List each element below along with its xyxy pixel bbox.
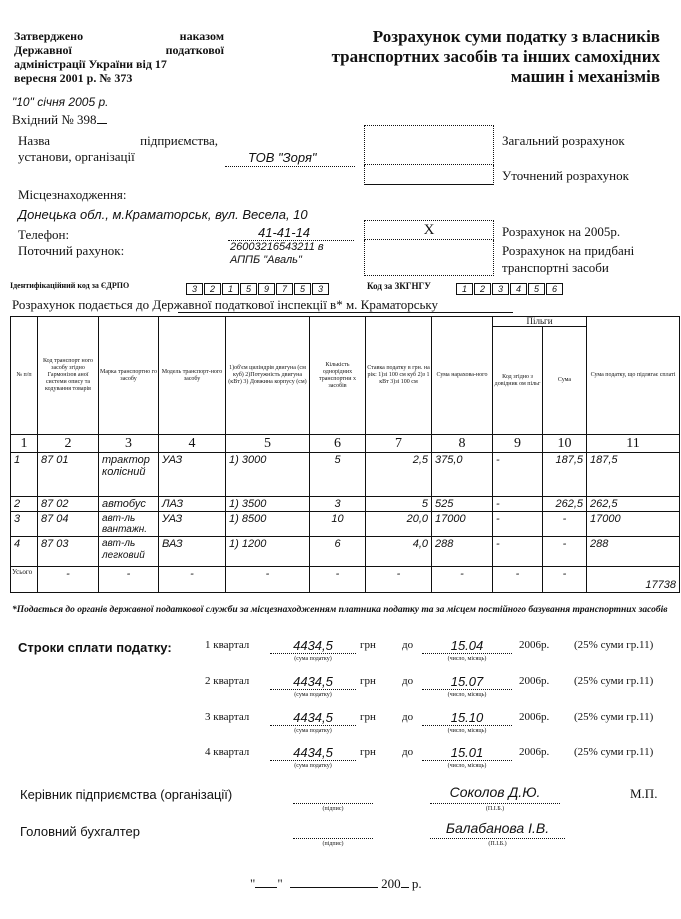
col-number: 6 (310, 435, 366, 453)
col-number: 11 (587, 435, 680, 453)
zkgnu-digit: 4 (510, 283, 527, 295)
cell-num: 4 (11, 537, 38, 567)
uah-label: грн (360, 711, 376, 723)
table-header-row-top (11, 317, 680, 327)
sum-caption: (сума податку) (294, 656, 332, 662)
total-dash: - (99, 567, 159, 593)
cell-param: 1) 3500 (226, 497, 310, 512)
cell-to-pay: 262,5 (587, 497, 680, 512)
uah-label: грн (360, 746, 376, 758)
cell-qty: 10 (310, 512, 366, 537)
year-label: 2006р. (519, 675, 550, 687)
year-label: 2006р. (519, 746, 550, 758)
cell-accrued: 525 (432, 497, 493, 512)
zkgnu-digit: 5 (528, 283, 545, 295)
quarter-date: 15.07 (422, 674, 512, 690)
header-benefit-code: Код згідно з довідник ом пільг (493, 327, 543, 435)
cell-brand: авт-ль вантажн. (99, 512, 159, 537)
quarter-sum: 4434,5 (270, 638, 356, 654)
col-number: 8 (432, 435, 493, 453)
sum-caption: (сума податку) (294, 728, 332, 734)
total-dash: - (366, 567, 432, 593)
year-calc-box[interactable] (364, 220, 494, 240)
header-rate: Ставка податку в грн. на рік: 1)зі 100 см куб 2)з 1 кВт 3)зі 100 см (366, 317, 432, 435)
schedule-row-q2 (0, 675, 681, 701)
head-name: Соколов Д.Ю. (449, 784, 541, 800)
cell-brand: трактор колісний (99, 453, 159, 497)
head-label: Керівник підприємства (організації) (20, 787, 233, 802)
phone-value: 41-41-14 (258, 225, 311, 240)
cell-benefit-code: - (493, 453, 543, 497)
cell-model: УАЗ (159, 453, 226, 497)
col-number: 5 (226, 435, 310, 453)
cell-model: ВАЗ (159, 537, 226, 567)
cell-benefit-code: - (493, 497, 543, 512)
date-caption: (число, місяць) (447, 728, 487, 734)
col-number: 7 (366, 435, 432, 453)
total-dash: - (543, 567, 587, 593)
table-row (11, 453, 680, 497)
uah-label: грн (360, 675, 376, 687)
cell-qty: 3 (310, 497, 366, 512)
accountant-name-caption: (П.І.Б.) (488, 841, 507, 847)
total-label: Усього (11, 567, 38, 593)
cell-num: 2 (11, 497, 38, 512)
footnote: *Подається до органів державної податкової служби за місцезнаходженням платника податку та за місцем постійного базування транспортних засобів (12, 605, 668, 615)
date-caption: (число, місяць) (447, 692, 487, 698)
quarter-sum: 4434,5 (270, 710, 356, 726)
edrpou-digit: 3 (312, 283, 329, 295)
edrpou-digit: 7 (276, 283, 293, 295)
sum-caption: (сума податку) (294, 692, 332, 698)
table-row (11, 497, 680, 512)
zkgnu-digit: 1 (456, 283, 473, 295)
general-calc-box[interactable] (364, 125, 494, 165)
total-dash: - (159, 567, 226, 593)
org-name-underline (225, 166, 355, 167)
cell-benefit-sum: 262,5 (543, 497, 587, 512)
edrpou-digit: 3 (186, 283, 203, 295)
schedule-row-q3 (0, 711, 681, 737)
total-dash: - (310, 567, 366, 593)
header-num: № п/п (11, 317, 38, 435)
col-number: 9 (493, 435, 543, 453)
cell-rate: 2,5 (366, 453, 432, 497)
date-caption: (число, місяць) (447, 763, 487, 769)
cell-code: 87 02 (38, 497, 99, 512)
cell-accrued: 288 (432, 537, 493, 567)
total-dash: - (38, 567, 99, 593)
cell-model: ЛАЗ (159, 497, 226, 512)
accountant-sign-caption: (підпис) (322, 841, 344, 847)
header-code: Код транспорт ного засобу згідно Гармонізов аної системи опису та кодування товарів (38, 317, 99, 435)
cell-param: 1) 3000 (226, 453, 310, 497)
cell-accrued: 375,0 (432, 453, 493, 497)
cell-brand: авт-ль легковий (99, 537, 159, 567)
share-label: (25% суми гр.11) (574, 675, 654, 687)
approval-block (14, 29, 224, 85)
cell-benefit-sum: - (543, 512, 587, 537)
year-calc-label: Розрахунок на 2005р. (502, 224, 621, 239)
zkgnu-label: Код за ЗКГНГУ (367, 281, 431, 291)
head-sign-caption: (підпис) (322, 806, 344, 812)
table-row (11, 512, 680, 537)
to-label: до (402, 711, 414, 723)
cell-qty: 5 (310, 453, 366, 497)
incoming-number: Вхідний № 398 (12, 112, 107, 128)
share-label: (25% суми гр.11) (574, 639, 654, 651)
cell-code: 87 03 (38, 537, 99, 567)
total-to-pay: 17738 (587, 567, 680, 593)
col-number: 4 (159, 435, 226, 453)
cell-param: 1) 1200 (226, 537, 310, 567)
date-caption: (число, місяць) (447, 656, 487, 662)
edrpou-code (186, 279, 330, 297)
cell-rate: 5 (366, 497, 432, 512)
accountant-name: Балабанова І.В. (445, 820, 550, 836)
cell-code: 87 01 (38, 453, 99, 497)
total-dash: - (432, 567, 493, 593)
header-accrued: Сума нарахова-ного (432, 317, 493, 435)
header-brand: Марка транспортно го засобу (99, 317, 159, 435)
uah-label: грн (360, 639, 376, 651)
cell-rate: 20,0 (366, 512, 432, 537)
quarter-label: 2 квартал (205, 675, 250, 687)
cell-to-pay: 17000 (587, 512, 680, 537)
header-param: 1)об'єм циліндрів двигуна (см куб) 2)Потужність двигуна (кВт) 3) Довжина корпусу (см) (226, 317, 310, 435)
acquired-calc-box[interactable] (364, 240, 494, 276)
quarter-date: 15.10 (422, 710, 512, 726)
cell-param: 1) 8500 (226, 512, 310, 537)
phone-label: Телефон: (18, 227, 70, 242)
cell-benefit-code: - (493, 537, 543, 567)
account-label: Поточний рахунок: (18, 243, 125, 258)
cell-to-pay: 288 (587, 537, 680, 567)
clarified-calc-label: Уточнений розрахунок (502, 168, 629, 183)
cell-code: 87 04 (38, 512, 99, 537)
sum-caption: (сума податку) (294, 763, 332, 769)
to-label: до (402, 746, 414, 758)
cell-qty: 6 (310, 537, 366, 567)
zkgnu-digit: 3 (492, 283, 509, 295)
table-total-row (11, 567, 680, 593)
edrpou-digit: 2 (204, 283, 221, 295)
org-name-value: ТОВ "Зоря" (248, 150, 317, 165)
share-label: (25% суми гр.11) (574, 746, 654, 758)
cell-benefit-code: - (493, 512, 543, 537)
to-label: до (402, 675, 414, 687)
header-benefits: Пільги (493, 317, 587, 327)
accountant-label: Головний бухгалтер (20, 824, 140, 839)
cell-num: 1 (11, 453, 38, 497)
year-calc-mark: X (423, 222, 435, 238)
schedule-row-q1 (0, 639, 681, 665)
header-qty: Кількість однорідних транспортни х засобів (310, 317, 366, 435)
cell-benefit-sum: 187,5 (543, 453, 587, 497)
year-label: 2006р. (519, 711, 550, 723)
col-number: 3 (99, 435, 159, 453)
schedule-row-q4 (0, 746, 681, 772)
year-label: 2006р. (519, 639, 550, 651)
to-label: до (402, 639, 414, 651)
title-line-1: Розрахунок суми податку з власників (372, 27, 660, 46)
edrpou-digit: 9 (258, 283, 275, 295)
zkgnu-code (456, 279, 564, 297)
approval-line-1: Затверджено наказом (14, 29, 224, 43)
col-number: 10 (543, 435, 587, 453)
acquired-calc-label: Розрахунок на придбані транспортні засоби (502, 243, 635, 275)
title-line-3: машин і механізмів (510, 67, 660, 86)
cell-accrued: 17000 (432, 512, 493, 537)
accountant-sign-line (293, 838, 373, 839)
title-line-2: транспортних засобів та інших самохідних (331, 47, 660, 66)
header-model: Модель транспорт-ного засобу (159, 317, 226, 435)
header-benefit-sum: Сума (543, 327, 587, 435)
org-name-label: Назва підприємства, установи, організації (18, 133, 218, 164)
cell-brand: автобус (99, 497, 159, 512)
general-calc-label: Загальний розрахунок (502, 133, 625, 148)
submitted-underline (178, 312, 513, 313)
submitted-line: Розрахунок подається до Державної податкової інспекції в* м. Краматорську (12, 297, 439, 312)
bottom-date: " " 200 р. (250, 876, 422, 891)
approval-line-2: Державної податкової (14, 43, 224, 57)
cell-num: 3 (11, 512, 38, 537)
vehicles-table (10, 316, 680, 593)
quarter-label: 1 квартал (205, 639, 250, 651)
col-number: 2 (38, 435, 99, 453)
stamp-label: М.П. (630, 786, 658, 801)
document-title (260, 27, 660, 87)
quarter-sum: 4434,5 (270, 674, 356, 690)
approval-line-3: адміністрації України від 17 (14, 57, 167, 71)
account-value: 26003216543211 в АППБ "Аваль" (230, 241, 324, 266)
clarified-calc-box[interactable] (364, 165, 494, 185)
cell-rate: 4,0 (366, 537, 432, 567)
total-dash: - (226, 567, 310, 593)
quarter-date: 15.04 (422, 638, 512, 654)
location-value: Донецька обл., м.Краматорськ, вул. Весела, 10 (18, 207, 308, 222)
quarter-sum: 4434,5 (270, 745, 356, 761)
cell-model: УАЗ (159, 512, 226, 537)
share-label: (25% суми гр.11) (574, 711, 654, 723)
head-name-caption: (П.І.Б.) (485, 806, 505, 812)
edrpou-digit: 5 (294, 283, 311, 295)
cell-benefit-sum: - (543, 537, 587, 567)
table-column-numbers (11, 435, 680, 453)
approval-line-4: вересня 2001 р. № 373 (14, 71, 133, 85)
col-number: 1 (11, 435, 38, 453)
cell-to-pay: 187,5 (587, 453, 680, 497)
table-row (11, 537, 680, 567)
head-sign-line (293, 803, 373, 804)
quarter-label: 4 квартал (205, 746, 250, 758)
header-to-pay: Сума податку, що підлягає сплаті (587, 317, 680, 435)
head-name-line (430, 803, 560, 804)
zkgnu-digit: 2 (474, 283, 491, 295)
location-label: Місцезнаходження: (18, 187, 127, 202)
total-dash: - (493, 567, 543, 593)
quarter-label: 3 квартал (205, 711, 250, 723)
filing-date: "10" січня 2005 р. (12, 95, 109, 109)
edrpou-label: Ідентифікаційний код за ЄДРПО (10, 281, 130, 290)
edrpou-digit: 1 (222, 283, 239, 295)
edrpou-digit: 5 (240, 283, 257, 295)
zkgnu-digit: 6 (546, 283, 563, 295)
accountant-name-line (430, 838, 565, 839)
schedule-title: Строки сплати податку: (18, 640, 172, 655)
quarter-date: 15.01 (422, 745, 512, 761)
